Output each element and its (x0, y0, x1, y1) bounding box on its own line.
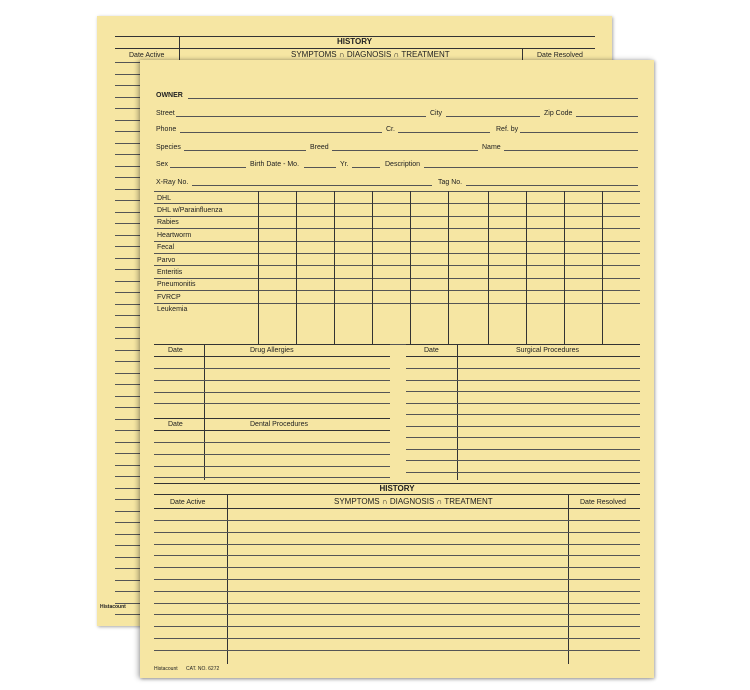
breed-field-line[interactable] (332, 150, 478, 151)
vaccine-label: Fecal (157, 244, 175, 251)
vaccination-column-line (372, 191, 373, 344)
vaccination-row-line (154, 303, 640, 304)
vaccination-column-line (526, 191, 527, 344)
history-line (154, 650, 640, 651)
phone-field-line[interactable] (180, 132, 382, 133)
drug-allergies-line (154, 368, 390, 369)
history-line (154, 520, 640, 521)
city-label: City (430, 110, 443, 117)
name-field-line[interactable] (504, 150, 638, 151)
city-field-line[interactable] (446, 116, 540, 117)
surgical-top-rule (406, 344, 640, 345)
history-line (154, 603, 640, 604)
xray-field-line[interactable] (192, 185, 432, 186)
xray-label: X-Ray No. (156, 179, 189, 186)
dental-date-header: Date (168, 421, 183, 428)
history-title: HISTORY (379, 484, 415, 493)
back-date-resolved-header: Date Resolved (537, 52, 583, 59)
vaccination-column-line (488, 191, 489, 344)
vaccine-label: Leukemia (157, 306, 188, 313)
drug-allergies-line (154, 403, 390, 404)
history-line (154, 638, 640, 639)
vaccination-row-line (154, 253, 640, 254)
surgical-line (406, 437, 640, 438)
history-line (154, 544, 640, 545)
vaccination-column-line (410, 191, 411, 344)
surgical-line (406, 460, 640, 461)
vaccination-column-line (448, 191, 449, 344)
back-footer-brand: Histacount (100, 604, 126, 610)
back-date-active-header: Date Active (129, 52, 165, 59)
sex-label: Sex (156, 161, 169, 168)
vaccine-label: Pneumonitis (157, 281, 196, 288)
history-line (154, 567, 640, 568)
owner-label: OWNER (156, 92, 183, 99)
description-label: Description (385, 161, 421, 168)
dental-line (154, 466, 390, 467)
surgical-line (406, 426, 640, 427)
vaccination-row-line (154, 290, 640, 291)
vaccination-row-line (154, 203, 640, 204)
tag-field-line[interactable] (466, 185, 638, 186)
drug-allergies-top-rule (154, 344, 390, 345)
vaccination-column-line (602, 191, 603, 344)
history-line (154, 532, 640, 533)
year-label: Yr. (340, 161, 349, 168)
dental-header: Dental Procedures (250, 421, 308, 428)
history-date-resolved-header: Date Resolved (580, 499, 626, 506)
dental-line (154, 477, 390, 478)
surgical-line (406, 414, 640, 415)
birth-month-field-line[interactable] (304, 167, 336, 168)
surgical-header-rule (406, 356, 640, 357)
street-label: Street (156, 110, 175, 117)
vaccination-row-line (154, 191, 640, 192)
vaccine-label: Enteritis (157, 269, 183, 276)
surgical-date-header: Date (424, 347, 439, 354)
vaccination-row-line (154, 265, 640, 266)
drug-allergies-header: Drug Allergies (250, 347, 294, 354)
zip-code-label: Zip Code (544, 110, 573, 117)
vaccination-column-line (296, 191, 297, 344)
birth-year-field-line[interactable] (352, 167, 380, 168)
footer-catalog-number: CAT. NO. 6272 (186, 666, 220, 672)
sex-field-line[interactable] (170, 167, 246, 168)
species-label: Species (156, 144, 181, 151)
back-history-title: HISTORY (336, 37, 373, 46)
vaccine-label: Parvo (157, 257, 176, 264)
description-field-line[interactable] (424, 167, 638, 168)
history-line (154, 555, 640, 556)
surgical-line (406, 472, 640, 473)
owner-field-line[interactable] (188, 98, 638, 99)
tag-label: Tag No. (438, 179, 463, 186)
back-symptoms-header: SYMPTOMS ∩ DIAGNOSIS ∩ TREATMENT (291, 50, 450, 59)
vaccine-label: Rabies (157, 219, 179, 226)
breed-label: Breed (310, 144, 329, 151)
history-line (154, 579, 640, 580)
vaccination-grid (154, 191, 640, 344)
surgical-header: Surgical Procedures (516, 347, 580, 354)
footer-brand: Histacount (154, 666, 178, 672)
surgical-line (406, 391, 640, 392)
name-label: Name (482, 144, 501, 151)
vaccination-row-line (154, 241, 640, 242)
surgical-line (406, 380, 640, 381)
history-line (154, 614, 640, 615)
history-line (154, 626, 640, 627)
drug-allergies-date-header: Date (168, 347, 183, 354)
vaccine-label: DHL w/Parainfluenza (157, 207, 223, 214)
dental-line (154, 454, 390, 455)
vaccination-column-line (564, 191, 565, 344)
surgical-line (406, 368, 640, 369)
ref-by-label: Ref. by (496, 126, 519, 133)
vaccination-row-line (154, 228, 640, 229)
vaccine-label: Heartworm (157, 232, 192, 239)
drug-allergies-line (154, 380, 390, 381)
zip-code-field-line[interactable] (576, 116, 638, 117)
vaccination-column-line (334, 191, 335, 344)
phone-label: Phone (156, 126, 177, 133)
cr-label: Cr. (386, 126, 395, 133)
dental-line (154, 442, 390, 443)
birth-date-label: Birth Date - Mo. (250, 161, 300, 168)
vaccine-label: DHL (157, 195, 172, 202)
ref-by-field-line[interactable] (520, 132, 638, 133)
dental-header-rule (154, 430, 390, 431)
vaccination-row-line (154, 216, 640, 217)
vaccination-row-line (154, 278, 640, 279)
drug-allergies-header-rule (154, 356, 390, 357)
drug-allergies-line (154, 392, 390, 393)
vaccination-column-line (258, 191, 259, 344)
back-title-rule (115, 48, 595, 49)
drug-dental-date-divider (204, 344, 205, 480)
species-field-line[interactable] (184, 150, 306, 151)
history-symptoms-header: SYMPTOMS ∩ DIAGNOSIS ∩ TREATMENT (334, 497, 493, 506)
history-date-active-header: Date Active (170, 499, 206, 506)
street-field-line[interactable] (176, 116, 426, 117)
surgical-line (406, 403, 640, 404)
cr-field-line[interactable] (398, 132, 490, 133)
history-line (154, 591, 640, 592)
front-record-sheet (140, 60, 654, 678)
dental-top-rule (154, 418, 390, 419)
surgical-line (406, 449, 640, 450)
vaccine-label: FVRCP (157, 294, 181, 301)
